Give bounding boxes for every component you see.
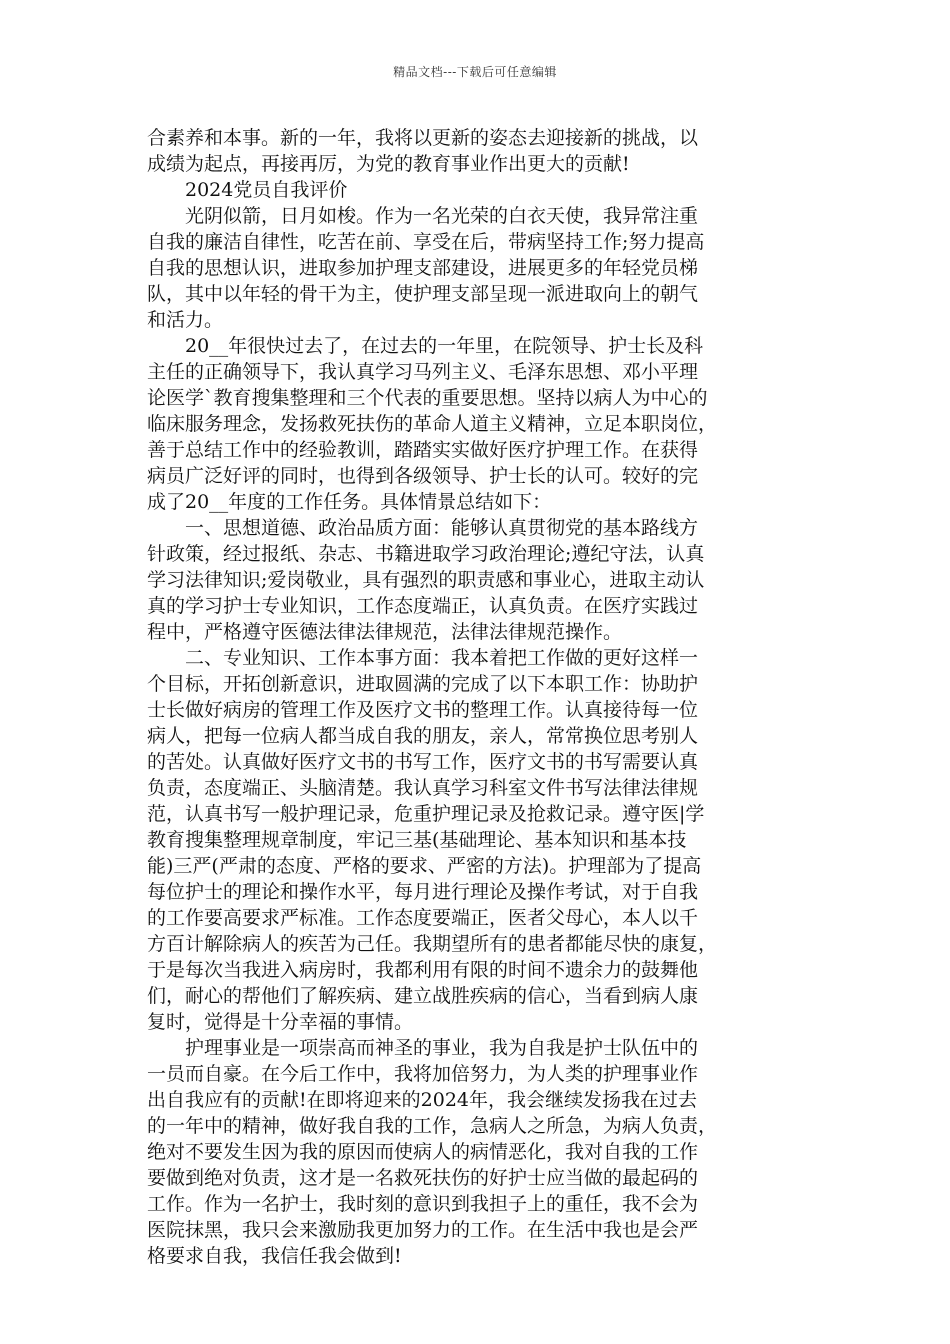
text-line: 医院抹黑，我只会来激励我更加努力的工作。在生活中我也是会严 [147,1219,699,1241]
text-line: 光阴似箭，日月如梭。作为一名光荣的白衣天使，我异常注重 [147,205,699,227]
text-line: 程中，严格遵守医德法律法律规范，法律法律规范操作。 [147,621,623,643]
text-line: 格要求自我，我信任我会做到! [147,1245,402,1267]
text-line: 善于总结工作中的经验教训，踏踏实实做好医疗护理工作。在获得 [147,439,699,461]
text-line: 复时，觉得是十分幸福的事情。 [147,1011,414,1033]
text-line: 们，耐心的帮他们了解疾病、建立战胜疾病的信心，当看到病人康 [147,985,699,1007]
text-line: 范，认真书写一般护理记录，危重护理记录及抢救记录。遵守医|学 [147,803,705,825]
text-line: 和活力。 [147,309,224,331]
text-line: 队，其中以年轻的骨干为主，使护理支部呈现一派进取向上的朝气 [147,283,699,305]
text-line: 的工作要高要求严标准。工作态度要端正，医者父母心，本人以千 [147,907,699,929]
text-line: 绝对不要发生因为我的原因而使病人的病情恶化，我对自我的工作 [147,1141,699,1163]
section-title: 2024党员自我评价 [147,179,348,201]
text-line: 自我的思想认识，进取参加护理支部建设，进展更多的年轻党员梯 [147,257,699,279]
text-line: 一员而自豪。在今后工作中，我将加倍努力，为人类的护理事业作 [147,1063,699,1085]
page-header: 精品文档---下载后可任意编辑 [393,65,557,79]
text-line: 论医学`教育搜集整理和三个代表的重要思想。坚持以病人为中心的 [147,387,708,409]
text-line: 真的学习护士专业知识，工作态度端正，认真负责。在医疗实践过 [147,595,699,617]
text-line: 的苦处。认真做好医疗文书的书写工作，医疗文书的书写需要认真 [147,751,699,773]
text-line: 学习法律知识;爱岗敬业，具有强烈的职责感和事业心，进取主动认 [147,569,705,591]
text-line: 自我的廉洁自律性，吃苦在前、享受在后，带病坚持工作;努力提高 [147,231,705,253]
text-line: 成了20__年度的工作任务。具体情景总结如下： [147,491,552,513]
text-line: 能)三严(严肃的态度、严格的要求、严密的方法)。护理部为了提高 [147,855,702,877]
text-line: 个目标，开拓创新意识，进取圆满的完成了以下本职工作：协助护 [147,673,699,695]
text-line: 20__年很快过去了，在过去的一年里，在院领导、护士长及科 [147,335,704,357]
text-line: 教育搜集整理规章制度，牢记三基(基础理论、基本知识和基本技 [147,829,687,851]
text-line: 合素养和本事。新的一年，我将以更新的姿态去迎接新的挑战，以 [147,127,699,149]
text-line: 出自我应有的贡献!在即将迎来的2024年，我会继续发扬我在过去 [147,1089,697,1111]
text-line: 负责，态度端正、头脑清楚。我认真学习科室文件书写法律法律规 [147,777,699,799]
text-line: 于是每次当我进入病房时，我都利用有限的时间不遗余力的鼓舞他 [147,959,699,981]
text-line: 成绩为起点，再接再厉，为党的教育事业作出更大的贡献! [147,153,630,175]
text-line: 病员广泛好评的同时，也得到各级领导、护士长的认可。较好的完 [147,465,699,487]
text-line: 的一年中的精神，做好我自我的工作，急病人之所急，为病人负责， [147,1115,718,1137]
text-line: 方百计解除病人的疾苦为己任。我期望所有的患者都能尽快的康复， [147,933,718,955]
text-line: 临床服务理念，发扬救死扶伤的革命人道主义精神，立足本职岗位， [147,413,718,435]
text-line: 二、专业知识、工作本事方面：我本着把工作做的更好这样一 [147,647,699,669]
text-line: 一、思想道德、政治品质方面：能够认真贯彻党的基本路线方 [147,517,699,539]
text-line: 主任的正确领导下，我认真学习马列主义、毛泽东思想、邓小平理 [147,361,699,383]
text-line: 针政策，经过报纸、杂志、书籍进取学习政治理论;遵纪守法，认真 [147,543,705,565]
text-line: 护理事业是一项崇高而神圣的事业，我为自我是护士队伍中的 [147,1037,699,1059]
text-line: 要做到绝对负责，这才是一名救死扶伤的好护士应当做的最起码的 [147,1167,699,1189]
text-line: 士长做好病房的管理工作及医疗文书的整理工作。认真接待每一位 [147,699,699,721]
text-line: 每位护士的理论和操作水平，每月进行理论及操作考试，对于自我 [147,881,699,903]
text-line: 病人，把每一位病人都当成自我的朋友，亲人，常常换位思考别人 [147,725,699,747]
text-line: 工作。作为一名护士，我时刻的意识到我担子上的重任，我不会为 [147,1193,699,1215]
